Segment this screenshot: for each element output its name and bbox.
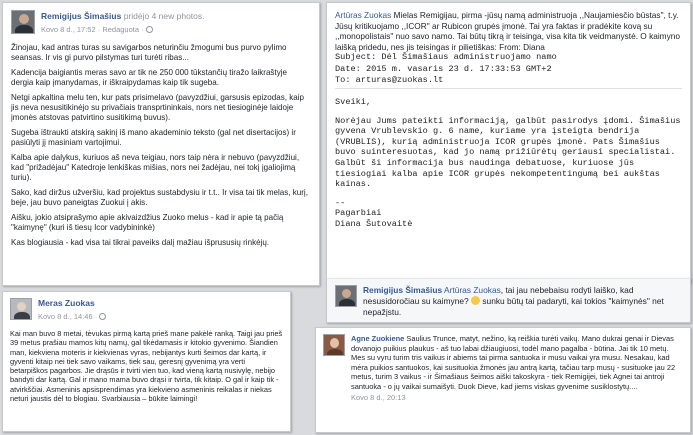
reply-text-after: sunku būtų tai padaryti, kai tokios "kaimynės" net nepažįstu. — [363, 296, 664, 317]
post-paragraph: Aišku, jokio atsiprašymo apie akivaizdžius Zuoko melus - kad ir apie tą pačią "kaimynę" (kuri iš tiesų Icor vadybininkė) — [11, 213, 284, 232]
post-paragraph: Sugeba ištraukti atskirą sakinį iš mano akademinio teksto (gal net disertacijos) ir pasiūlyti jį masiniam vartojimui. — [11, 128, 296, 147]
email-greeting: Sveiki, — [335, 96, 372, 107]
reply-text: , tai jau nebebaisu rodyti laiško, kad nesusidoročiau su kaimyne? — [363, 285, 634, 306]
post-simasius — [2, 2, 320, 286]
post-paragraph: Kalba apie dalykus, kuriuos aš neva teigiau, nors taip nėra ir nebuvo (pavyzdžiui, kad "prižadėjau" Katedroje lenkiškas mišias, nors nei žadėjau, nei tokį įgaliojimą turiu). — [11, 153, 300, 182]
email-post — [326, 2, 691, 283]
post-paragraph: Žinojau, kad antras turas su savigarbos neturinčiu žmogumi bus purvo pylimo seansas. Ir vis gi purvo pilstymas turi turėti ribas... — [11, 43, 287, 62]
email-body-text: Norėjau Jums pateikti informaciją, galbūt pasirodys įdomi. Šimašius gyvena Vrublevskio g. 6 name, kuriame yra įsteigta bendrija (VRUBLIS), kurią administruoja ICOR grupės įmonė. Pats Šimašius buvo suinteresuotas, kad jo namą prižiūrėtų geriausi specialistai. Galbūt ši informacija bus naudinga debatuose, kuriuose jūs tiesiogiai kalba apie ICOR grupės nekompetentingumą bei aukštas kainas. — [335, 115, 681, 190]
post-paragraph: Kas blogiausia - kad visa tai tikrai paveiks dalį mažiau išprususių rinkėjų. — [11, 238, 270, 247]
post-paragraph: Sako, kad diržus užveršiu, kad projektus sustabdysiu ir t.t.. Ir visa tai tik melas, kurį, beje, jau buvo paneigtas Zuokui į akis. — [11, 188, 308, 207]
email-body — [335, 88, 682, 230]
post-meras-zuokas — [2, 291, 291, 432]
comment-timestamp[interactable]: Kovo 8 d., 20:13 — [351, 393, 406, 402]
email-closing: Pagarbiai — [335, 208, 382, 219]
email-headers — [335, 52, 682, 86]
avatar[interactable] — [10, 298, 32, 320]
comment-author-link[interactable]: Remigijus Šimašius — [363, 285, 443, 295]
post-body: Kai man buvo 8 metai, tėvukas pirmą kartą prieš mane pakėlė ranką. Taigi jau prieš 39 metus prašiau mamos kitų namų, gal tikėdamasis ir kitokio gyvenimo. Šiandien man, kiekviena moteris ir kiekvienas vyras, nebijantys kurti šeimos dar kartą, ir gyventi kitaip nei tiek savo vaikams, tiek sau, geresnį gyvenimą yra verti betarpiškos pagarbos. Jie drąsūs ir tvirti vien tuo, kad vieną kartą nusivylę, nebijo bandyti dar kartą. Gal ir mano mama buvo drąsi ir tvirta, tik kitaip. O gal ir kaip tik - atvirkščiai. Asmeninis apsisprendimas yra kiekvieno asmeninis reikalas ir niekas neturi jaustis dėl to blogiau. Svarbiausia – būkite laimingi! — [10, 329, 283, 404]
email-to: To: arturas@zuokas.lt — [335, 74, 444, 85]
timestamp-link[interactable]: Kovo 8 d., 17:52 — [41, 25, 96, 34]
avatar[interactable] — [11, 10, 35, 34]
reply-comment — [326, 278, 691, 323]
avatar[interactable] — [335, 285, 357, 307]
email-subject: Subject: Dėl Šimašiaus administruojamo namo — [335, 52, 557, 63]
post-header: Remigijus Šimašius pridėjo 4 new photos. Kovo 8 d., 17:52 · Redaguota · — [11, 10, 311, 35]
avatar[interactable] — [323, 334, 345, 356]
post-body — [11, 43, 311, 248]
post-paragraph: Kadencija baigiantis meras savo ar tik ne 250 000 tūkstančių tiražo laikraštyje dergia kaip įmanydamas, ir iškraipydamas kaip tik sugeba. — [11, 68, 287, 87]
email-dash: -- — [335, 197, 346, 208]
post-action: pridėjo 4 new photos. — [123, 11, 205, 21]
post-paragraph: Netgi apkaltina melu ten, kur pats prisimelavo (pavyzdžiui, garsusis epizodas, kaip jis neva nesusitikinėjo su privačiais transprtininkais, nors net tiesioginėje laidoje įmonės atstovas patvirtino susitikimą buvus). — [11, 93, 304, 122]
email-date: Date: 2015 m. vasaris 23 d. 17:33:53 GMT+2 — [335, 63, 552, 74]
timestamp-link[interactable]: Kovo 8 d., 14:46 — [38, 312, 93, 321]
comment-agne — [315, 327, 691, 433]
author-name-link[interactable]: Meras Zuokas — [38, 298, 95, 308]
sender-name-link[interactable]: Artūras Zuokas — [335, 10, 392, 20]
comment-text: Saulius Trunce, matyt, nežino, ką reiškia turėti vaikų. Mano dukrai genai ir Dievas dovanojo puikius plaukus - aš tuo labai džiaugiuosi, todėl mano pagalba - būtina. Jai tik 10 metų. Mes su vyru turim tris vaikus ir abiems tai pirma santuoka ir musu vaikai yra musu. Nesakau, kad mėra puikios santuokos, kai susituokia žmonės jau antrą kartą, tačiau tarp musų - susituoke jau 22 metus, turim 3 vaikus - ir Šimašiaus šeimos aiški takoskyra - tiek Remigijei, tiek Agnei tai antroji santuoka - o jų vaikai sumaišyti. Duok Dieve, kad jiems viskas gyvenime susiklostytų.... — [351, 334, 676, 391]
globe-icon — [146, 26, 153, 33]
edited-label[interactable]: Redaguota — [102, 25, 140, 34]
author-name-link[interactable]: Remigijus Šimašius — [41, 11, 122, 21]
globe-icon — [99, 313, 106, 320]
smiley-icon — [471, 296, 480, 305]
email-intro-text: Mielas Remigijau, pirma -jūsų namą administruoja ,,Naujamiesčio būstas", t.y. Jūsų kritikuojamo ,,ICOR" ar Rubicon grupės įmonė. Tai yra faktas ir pradėkite kovą su ,,monopolistais" nuo savo namo. Tai būtų tikrą ir teisinga, visa kita tik veidmanystė. O kaimyno laišką pridedu, nes jis teisingas ir pilietiškas: From: Diana — [335, 10, 680, 52]
mention-link[interactable]: Artūras Zuokas — [444, 285, 501, 295]
email-signature: Diana Šutovaitė — [335, 218, 413, 229]
comment-author-link[interactable]: Agne Zuokiene — [351, 334, 405, 343]
post-header: Meras Zuokas Kovo 8 d., 14:46 · — [10, 298, 283, 322]
email-intro — [335, 10, 682, 52]
